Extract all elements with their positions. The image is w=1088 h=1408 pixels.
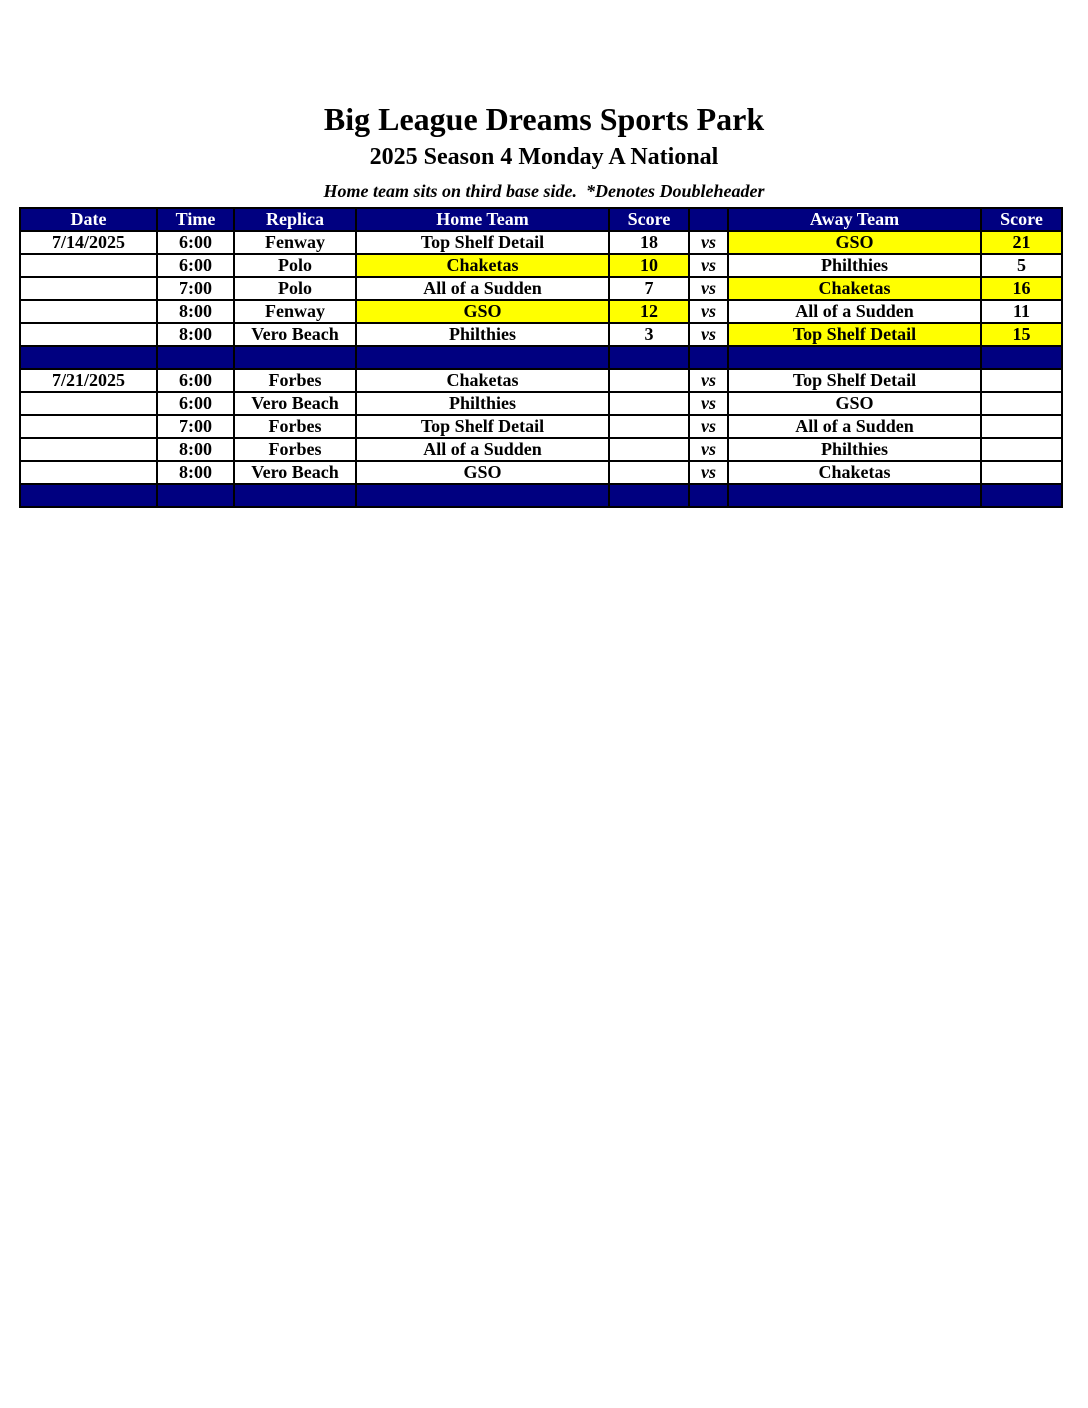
replica-cell: Vero Beach	[234, 392, 356, 415]
away-team-cell: Top Shelf Detail	[728, 369, 981, 392]
separator-cell	[689, 484, 728, 507]
vs-cell: vs	[689, 323, 728, 346]
vs-cell: vs	[689, 438, 728, 461]
table-row	[20, 231, 1062, 254]
header-home-score: Score	[609, 208, 689, 231]
away-score-cell: 5	[981, 254, 1062, 277]
vs-cell: vs	[689, 277, 728, 300]
away-team-cell: Top Shelf Detail	[728, 323, 981, 346]
replica-cell: Forbes	[234, 415, 356, 438]
header-replica: Replica	[234, 208, 356, 231]
separator-cell	[356, 484, 609, 507]
separator-cell	[728, 346, 981, 369]
separator-cell	[981, 346, 1062, 369]
away-team-cell: Philthies	[728, 438, 981, 461]
away-team-cell: All of a Sudden	[728, 300, 981, 323]
separator-cell	[356, 346, 609, 369]
vs-cell: vs	[689, 254, 728, 277]
vs-cell: vs	[689, 415, 728, 438]
home-score-cell: 7	[609, 277, 689, 300]
time-cell: 8:00	[157, 323, 234, 346]
away-team-cell: Chaketas	[728, 277, 981, 300]
away-score-cell	[981, 415, 1062, 438]
replica-cell: Vero Beach	[234, 323, 356, 346]
time-cell: 6:00	[157, 392, 234, 415]
date-cell	[20, 392, 157, 415]
home-score-cell: 3	[609, 323, 689, 346]
away-score-cell: 21	[981, 231, 1062, 254]
header-date: Date	[20, 208, 157, 231]
vs-cell: vs	[689, 300, 728, 323]
home-team-cell: All of a Sudden	[356, 438, 609, 461]
separator-cell	[234, 484, 356, 507]
home-team-cell: Top Shelf Detail	[356, 231, 609, 254]
away-team-cell: Chaketas	[728, 461, 981, 484]
date-cell	[20, 461, 157, 484]
vs-cell: vs	[689, 461, 728, 484]
away-team-cell: GSO	[728, 231, 981, 254]
header-away-score: Score	[981, 208, 1062, 231]
separator-cell	[157, 484, 234, 507]
header-row	[20, 208, 1062, 231]
home-team-cell: GSO	[356, 300, 609, 323]
home-team-cell: Chaketas	[356, 369, 609, 392]
home-team-cell: Top Shelf Detail	[356, 415, 609, 438]
date-cell	[20, 300, 157, 323]
separator-cell	[981, 484, 1062, 507]
schedule-body	[20, 231, 1062, 507]
home-team-cell: GSO	[356, 461, 609, 484]
separator-cell	[609, 346, 689, 369]
separator-cell	[728, 484, 981, 507]
separator-cell	[20, 346, 157, 369]
away-team-cell: Philthies	[728, 254, 981, 277]
away-score-cell	[981, 369, 1062, 392]
away-score-cell: 11	[981, 300, 1062, 323]
away-score-cell: 16	[981, 277, 1062, 300]
date-cell	[20, 254, 157, 277]
vs-cell: vs	[689, 231, 728, 254]
table-row	[20, 461, 1062, 484]
table-row	[20, 254, 1062, 277]
replica-cell: Forbes	[234, 369, 356, 392]
separator-cell	[234, 346, 356, 369]
away-score-cell: 15	[981, 323, 1062, 346]
home-score-cell	[609, 461, 689, 484]
home-score-cell	[609, 415, 689, 438]
separator-cell	[20, 484, 157, 507]
separator-cell	[689, 346, 728, 369]
header-vs	[689, 208, 728, 231]
schedule-note: Home team sits on third base side. *Denotes Doubleheader	[323, 181, 765, 201]
vs-cell: vs	[689, 369, 728, 392]
table-row	[20, 323, 1062, 346]
time-cell: 7:00	[157, 277, 234, 300]
week-separator-row	[20, 484, 1062, 507]
home-score-cell	[609, 392, 689, 415]
schedule-table	[19, 207, 1063, 508]
date-cell: 7/21/2025	[20, 369, 157, 392]
date-cell	[20, 323, 157, 346]
page-title: Big League Dreams Sports Park	[323, 101, 765, 137]
home-score-cell	[609, 438, 689, 461]
week-separator-row	[20, 346, 1062, 369]
replica-cell: Vero Beach	[234, 461, 356, 484]
time-cell: 6:00	[157, 369, 234, 392]
table-row	[20, 392, 1062, 415]
time-cell: 8:00	[157, 461, 234, 484]
replica-cell: Forbes	[234, 438, 356, 461]
home-team-cell: All of a Sudden	[356, 277, 609, 300]
vs-cell: vs	[689, 392, 728, 415]
home-score-cell: 12	[609, 300, 689, 323]
time-cell: 8:00	[157, 438, 234, 461]
away-team-cell: All of a Sudden	[728, 415, 981, 438]
separator-cell	[609, 484, 689, 507]
time-cell: 6:00	[157, 231, 234, 254]
away-score-cell	[981, 392, 1062, 415]
home-team-cell: Philthies	[356, 392, 609, 415]
away-score-cell	[981, 438, 1062, 461]
time-cell: 7:00	[157, 415, 234, 438]
table-row	[20, 438, 1062, 461]
replica-cell: Polo	[234, 277, 356, 300]
home-score-cell	[609, 369, 689, 392]
header-home-team: Home Team	[356, 208, 609, 231]
time-cell: 6:00	[157, 254, 234, 277]
replica-cell: Fenway	[234, 231, 356, 254]
table-row	[20, 277, 1062, 300]
separator-cell	[157, 346, 234, 369]
page-subtitle: 2025 Season 4 Monday A National	[369, 144, 719, 170]
away-score-cell	[981, 461, 1062, 484]
date-cell	[20, 415, 157, 438]
date-cell	[20, 277, 157, 300]
table-row	[20, 300, 1062, 323]
date-cell	[20, 438, 157, 461]
home-score-cell: 10	[609, 254, 689, 277]
home-team-cell: Chaketas	[356, 254, 609, 277]
home-score-cell: 18	[609, 231, 689, 254]
home-team-cell: Philthies	[356, 323, 609, 346]
replica-cell: Fenway	[234, 300, 356, 323]
table-row	[20, 369, 1062, 392]
date-cell: 7/14/2025	[20, 231, 157, 254]
time-cell: 8:00	[157, 300, 234, 323]
header-away-team: Away Team	[728, 208, 981, 231]
header-time: Time	[157, 208, 234, 231]
table-row	[20, 415, 1062, 438]
replica-cell: Polo	[234, 254, 356, 277]
away-team-cell: GSO	[728, 392, 981, 415]
